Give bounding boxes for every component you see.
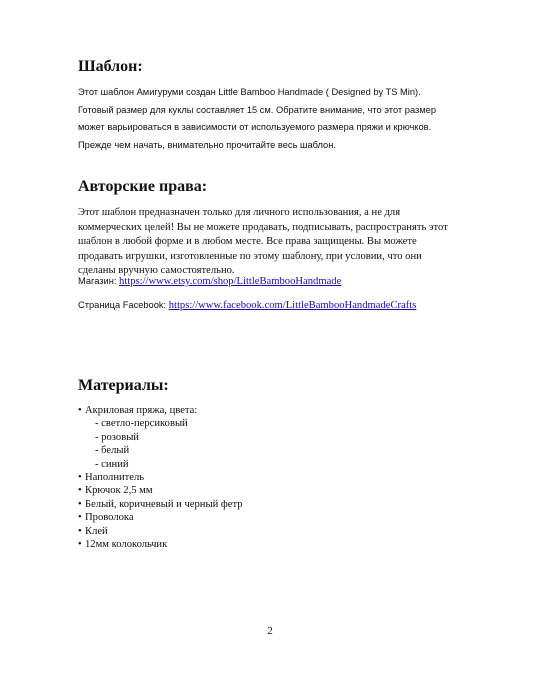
- material-label: Клей: [85, 525, 108, 537]
- material-label: Крючок 2,5 мм: [85, 485, 153, 497]
- copyright-line: коммерческих целей! Вы не можете продавать, подписывать, распространять этот: [78, 221, 448, 233]
- shop-label: Магазин:: [78, 276, 120, 286]
- list-item: [78, 525, 243, 538]
- list-item: [78, 471, 243, 484]
- list-item: [78, 538, 243, 551]
- template-line: Этот шаблон Амигуруми создан Little Bamboo Handmade ( Designed by TS Min).: [78, 87, 421, 97]
- yarn-label: Акриловая пряжа, цвета:: [85, 405, 198, 416]
- bullet-icon: •: [78, 485, 82, 497]
- bullet-icon: •: [78, 472, 82, 484]
- bullet-icon: •: [78, 405, 82, 416]
- yarn-color-item: - светло-персиковый: [95, 418, 188, 430]
- material-label: Белый, коричневый и черный фетр: [85, 498, 243, 510]
- template-heading: Шаблон:: [78, 58, 143, 75]
- facebook-label: Страница Facebook:: [78, 300, 169, 310]
- bullet-icon: •: [78, 512, 82, 524]
- list-item: [78, 484, 243, 497]
- page-number: 2: [267, 625, 273, 637]
- copyright-heading: Авторские права:: [78, 178, 208, 195]
- list-item: [78, 498, 243, 511]
- yarn-color-item: - розовый: [95, 431, 139, 443]
- material-label: 12мм колокольчик: [85, 539, 168, 551]
- material-label: Проволока: [85, 512, 134, 524]
- copyright-line: Этот шаблон предназначен только для личного использования, а не для: [78, 207, 401, 218]
- yarn-color-item: - синий: [95, 458, 129, 470]
- materials-heading: Материалы:: [78, 377, 169, 394]
- shop-link[interactable]: https://www.etsy.com/shop/LittleBambooHandmade: [119, 276, 342, 287]
- shop-line: [78, 276, 341, 287]
- copyright-line: продавать игрушки, изготовленные по этому шаблону, при условии, что они: [78, 250, 422, 262]
- template-line: Прежде чем начать, внимательно прочитайте весь шаблон.: [78, 139, 336, 150]
- bullet-icon: •: [78, 525, 82, 537]
- material-label: Наполнитель: [85, 472, 145, 484]
- list-item: [78, 511, 243, 524]
- copyright-line: сделаны вручную самостоятельно.: [78, 265, 235, 277]
- list-item: [78, 404, 243, 417]
- bullet-icon: •: [78, 498, 82, 510]
- materials-list: [78, 404, 243, 551]
- template-line: Готовый размер для куклы составляет 15 см. Обратите внимание, что этот размер: [78, 104, 437, 115]
- template-line: может варьироваться в зависимости от используемого размера пряжи и крючков.: [78, 122, 432, 133]
- copyright-paragraph: [78, 206, 478, 279]
- facebook-link[interactable]: https://www.facebook.com/LittleBambooHandmadeCrafts: [168, 300, 417, 311]
- facebook-line: [78, 300, 416, 311]
- copyright-line: шаблон в любой форме и в любом месте. Все права защищены. Вы можете: [78, 236, 417, 248]
- bullet-icon: •: [78, 539, 82, 551]
- yarn-color-item: - белый: [95, 445, 130, 457]
- template-paragraph: [78, 84, 478, 154]
